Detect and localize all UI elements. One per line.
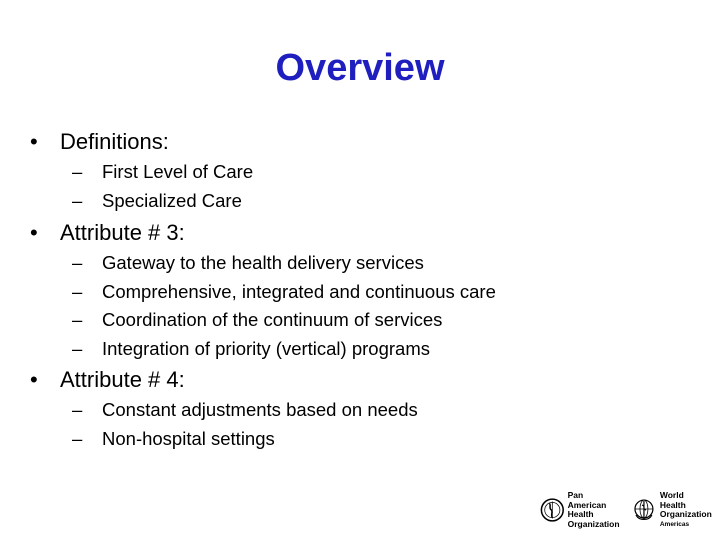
dash-icon: – [72, 309, 83, 330]
sub-item [72, 189, 242, 213]
bullet-label: Attribute # 3: [60, 220, 185, 245]
sub-item [72, 280, 496, 304]
paho-line1: Pan American [567, 490, 607, 510]
bullet-icon: • [30, 129, 38, 154]
paho-line3: Organization [567, 518, 620, 529]
sub-item-text: Specialized Care [102, 190, 242, 211]
paho-emblem-icon [540, 497, 565, 523]
sub-item-text: Non-hospital settings [102, 428, 275, 449]
who-text [660, 491, 712, 529]
sub-item [72, 308, 442, 332]
sub-item-text: Comprehensive, integrated and continuous care [102, 281, 496, 302]
dash-icon: – [72, 252, 83, 273]
slide-title: Overview [275, 47, 445, 89]
footer-logos [540, 492, 720, 528]
dash-icon: – [72, 161, 83, 182]
paho-text [568, 491, 621, 529]
dash-icon: – [72, 399, 83, 420]
dash-icon: – [72, 281, 83, 302]
sub-item [72, 427, 275, 451]
bullet-attribute-3 [30, 219, 185, 247]
sub-item-text: Coordination of the continuum of services [102, 309, 443, 330]
bullet-attribute-4 [30, 366, 185, 394]
sub-item [72, 160, 253, 184]
sub-item-text: Constant adjustments based on needs [102, 399, 418, 420]
dash-icon: – [72, 338, 83, 359]
sub-item-text: Gateway to the health delivery services [102, 252, 424, 273]
who-line3: Americas [659, 520, 690, 528]
dash-icon: – [72, 190, 83, 211]
bullet-label: Definitions: [60, 129, 169, 154]
sub-item-text: First Level of Care [102, 161, 254, 182]
sub-item [72, 337, 430, 361]
paho-logo [540, 491, 621, 529]
who-line2: Organization [659, 509, 712, 519]
who-emblem-icon [631, 497, 657, 523]
dash-icon: – [72, 428, 83, 449]
bullet-icon: • [30, 220, 38, 245]
who-line1: World Health [659, 490, 686, 510]
paho-line2: Health [567, 509, 594, 519]
sub-item [72, 398, 418, 422]
bullet-definitions [30, 128, 169, 156]
sub-item [72, 251, 424, 275]
bullet-icon: • [30, 367, 38, 392]
sub-item-text: Integration of priority (vertical) programs [102, 338, 430, 359]
bullet-label: Attribute # 4: [60, 367, 185, 392]
who-logo [631, 491, 712, 529]
